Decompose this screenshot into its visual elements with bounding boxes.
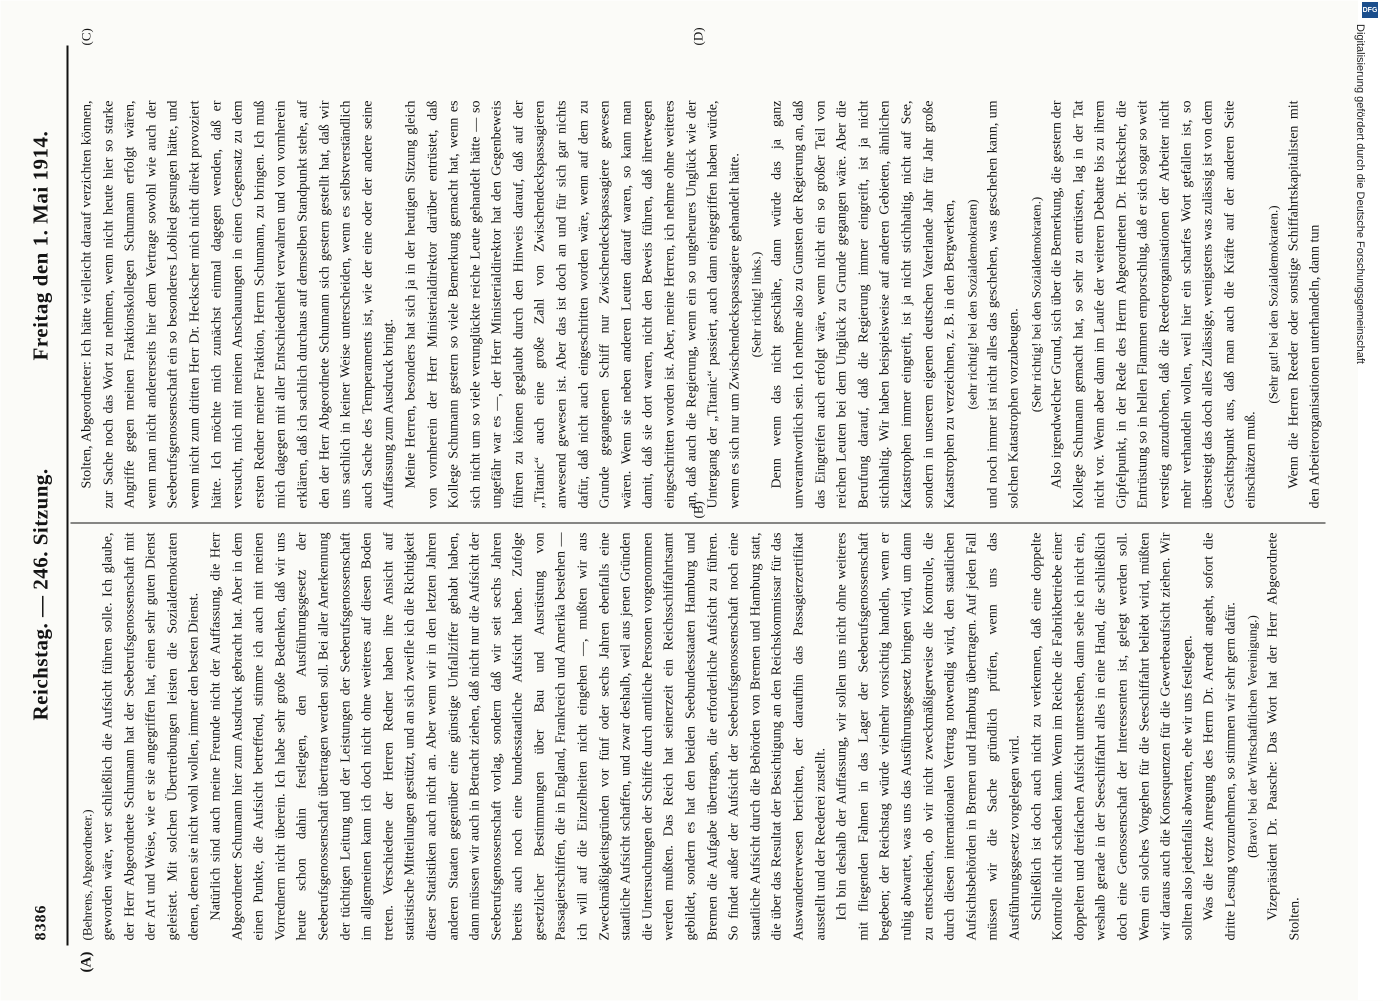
paragraph: Was die letzte Anregung des Herrn Dr. Arendt angeht, sofort die dritte Lesung vorzunehmen, so stimmen wir sehr gern dafür. [1201,532,1238,940]
margin-marker-a: (A) [78,951,94,972]
interjection: (sehr richtig! bei den Sozialdemokraten) [963,198,979,410]
paragraph: Meine Herren, besonders hat sich ja in der heutigen Sitzung gleich von vornherein der Herr Ministerialdirektor darüber entrüstet, daß Kollege Schumann gestern so viele Bemerkung gemacht hat, wenn es sich nicht um so viele verunglückte reiche Leute gehandelt hätte — so ungefähr war es —, der Herr Ministerialdirektor hat den Gegenbeweis führen zu können geglaubt durch den Hinweis darauf, daß auf der „Titanic“ auch eine große Zahl von Zwischendeckspassagieren anwesend gewesen ist. Aber das ist doch an und für sich gar nichts dafür, daß nicht auch eingeschritten worden wäre, wenn auf dem zu Grunde gegangenen Schiff nur Zwischendeckspassagiere gewesen wären. Wenn sie neben anderen Leuten darauf waren, so kann man damit, daß sie dort waren, nicht den Beweis führen, daß ihretwegen eingeschritten worden ist. Aber, meine Herren, ich nehme ohne weiteres an, daß auch die Regierung, wenn ein so ungeheures Unglück wie der Untergang der „Titanic“ passiert, auch dann eingegriffen haben würde, wenn es sich nur um Zwischendeckspassagiere gehandelt hätte. [402,100,742,508]
page-header [18,52,66,940]
left-column [76,532,1306,940]
paragraph: Natürlich sind auch meine Freunde nicht der Auffassung, die Herr Abgeordneter Schumann hier zum Ausdruck gebracht hat. Aber in dem einen Punkte, die Aufsicht betreffend, stimme ich auch mit meinen Vorrednern nicht überein. Ich habe sehr große Bedenken, daß wir uns heute schon dahin festlegen, den Ausführungsgesetz der Seeberufsgenossenschaft übertragen werden soll. Bei aller Anerkennung der tüchtigen Leitung und der Leistungen der Seeberufsgenossenschaft im allgemeinen kann ich doch nicht ohne weiteres auf diesen Boden treten. Verschiedene der Herren Redner haben ihre Ansicht auf statistische Mitteilungen gestützt, und an sich zweifle ich die Richtigkeit dieser Statistiken auch nicht an. Aber wenn wir in den letzten Jahren anderen Staaten gegenüber eine günstige Unfallziffer gehabt haben, dann müssen wir auch in Betracht ziehen, daß nicht nur die Aufsicht der Seeberufsgenossenschaft vorlag, sondern daß wir seit sechs Jahren bereits auch noch eine bundesstaatliche Aufsicht haben. Zufolge gesetzlicher Bestimmungen über Bau und Ausrüstung von Passagierschiffen, die in England, Frankreich und Amerika bestehen — ich will auf die Einzelheiten nicht eingehen —, mußten wir aus Zweckmäßigkeitsgründen vor fünf oder sechs Jahren ebenfalls eine staatliche Aufsicht schaffen, und zwar deshalb, weil aus jenen Gründen die Untersuchungen der Schiffe durch amtliche Personen vorgenommen werden mußten. Das Reich hat seinerzeit ein Reichsschiffahrtsamt gebildet, sondern es hat den beiden Seebundesstaaten Hamburg und Bremen die Aufgabe übertragen, die erforderliche Aufsicht zu führen. So findet außer der Aufsicht der Seeberufsgenossenschaft noch eine staatliche Aufsicht durch die Behörden von Bremen und Hamburg statt, die über das Resultat der Besichtigung an den Reichskommissar für das Auswandererwesen berichten, der daraufhin das Passagierzertifikat ausstellt und der Reederei zustellt. [207,532,828,940]
paragraph: geworden wäre, wer schließlich die Aufsicht führen solle. Ich glaube, der Herr Abgeordnete Schumann hat der Seeberufsgenossenschaft mit der Art und Weise, wie er sie angegriffen hat, einen sehr guten Dienst geleistet. Mit solchen Übertreibungen leisten die Sozialdemokraten denen, denen sie nicht wohl wollen, immer den besten Dienst. [100,532,202,940]
header-rule [66,45,68,945]
interjection: (Sehr richtig! links.) [748,251,764,357]
margin-marker-b: (B) [690,500,705,518]
digitization-credit: Digitalisierung gefördert durch die Deutsche Forschungsgemeinschaft [1354,24,1366,364]
paragraph: Denn wenn das nicht geschähe, dann würde das ja ganz unverantwortlich sein. Ich nehme also zu Gunsten der Regierung an, daß das Eingreifen auch erfolgt wäre, wenn nicht ein so großer Teil von reichen Leuten bei dem Unglück zu Grunde gegangen wäre. Aber die Berufung darauf, daß die Regierung immer eingreift, ist ja nicht stichhaltig. Wir haben beispielsweise auf anderen Gebieten, ähnlichen Katastrophen immer eingreift, ist ja nicht stichhaltig, nicht auf See, sondern in unserem eigenen deutschen Vaterlande Jahr für Jahr große Katastrophen zu verzeichnen, z. B. in den Bergwerken, [769,100,958,508]
interjection: (Sehr gut! bei den Sozialdemokraten.) [1264,204,1280,404]
page-number: 8386 [32,904,49,940]
dfg-logo: DFG [1362,2,1378,18]
column-divider [70,522,1325,523]
header-session-title: Reichstag. — 246. Sitzung. [28,467,52,720]
paragraph: Wenn die Herren Reeder oder sonstige Schiffahrtskapitalisten mit den Arbeiterorganisationen unterhandeln, dann tun [1285,100,1323,508]
paragraph: Ich bin deshalb der Auffassung, wir sollen uns nicht ohne weiteres mit fliegenden Fahnen in das Lager der Seeberufsgenossenschaft begeben; der Reichstag würde vielmehr vorsichtig handeln, wenn er ruhig abwartet, was uns das Ausführungsgesetz bringen wird, um dann zu entscheiden, ob wir nicht zweckmäßigerweise die Kontrolle, die durch diesen internationalen Vertrag notwendig wird, den staatlichen Aufsichtsbehörden in Bremen und Hamburg übertragen. Auf jeden Fall müssen wir die Sache gründlich prüfen, wenn uns das Ausführungsgesetz vorgelegen wird. [834,532,1022,940]
margin-marker-c: (C) [78,27,93,45]
interjection: (Bravo! bei der Wirtschaftlichen Vereinigung.) [1244,614,1260,858]
interjection: (Sehr richtig! bei den Sozialdemokraten.) [1027,196,1043,412]
right-column [76,100,1326,508]
paragraph: Schließlich ist doch auch nicht zu verkennen, daß eine doppelte Kontrolle nicht schaden kann. Wenn im Reiche die Fabrikbetriebe einer doppelten und dreifachen Aufsicht unterstehen, dann sehe ich nicht ein, weshalb gerade in der Seeschiffahrt alles in eine Hand, die schließlich doch eine Genossenschaft der Interessenten ist, gelegt werden soll. Wenn ein solches Vorgehen für die Seeschiffahrt beliebt wird, müßten wir daraus auch die Konsequenzen für die Gewerbeaufsicht ziehen. Wir sollten also jedenfalls abwarten, ehe wir uns festlegen. [1028,532,1195,940]
speaker-context: (Behrens, Abgeordneter.) [79,808,94,940]
margin-marker-d: (D) [690,26,705,45]
header-date: Freitag den 1. Mai 1914. [28,130,52,360]
paragraph: Vizepräsident Dr. Paasche: Das Wort hat der Herr Abgeordnete Stolten. [1265,532,1303,940]
paragraph: Also irgendwelcher Grund, sich über die Bemerkung, die gestern der Kollege Schumann gemacht hat, so sehr zu entrüsten, lag in der Tat nicht vor. Wenn aber dann im Laufe der weiteren Debatte bis zu ihrem Gipfelpunkt, in der Rede des Herrn Abgeordneten Dr. Heckscher, die Entrüstung so in hellen Flammen emporschlug, daß er sich sogar so weit verstieg anzudrohen, daß die Reederorganisationen der Arbeiter nicht mehr verhandeln wollen, weil hier ein scharfes Wort gefallen ist, so übersteigt das doch alles Zulässige, wenigstens was zulässig ist von dem Gesichtspunkt aus, daß man auch die Kräfte auf der anderen Seite einschätzen muß. [1048,100,1259,508]
paragraph: und noch immer ist nicht alles das geschehen, was geschehen kann, um solchen Katastrophen vorzubeugen. [984,100,1022,508]
paragraph: Stolten, Abgeordneter: Ich hätte vielleicht darauf verzichten können, zur Sache noch das Wort zu nehmen, wenn nicht heute hier so starke Angriffe gegen meinen Fraktionskollegen Schumann erfolgt wären, wenn man nicht andererseits hier dem Vertrage sowohl wie auch der Seeberufsgenossenschaft ein so besonderes Loblied gesungen hätte, und wenn nicht zum dritten Herr Dr. Heckscher mich nicht direkt provoziert hätte. Ich möchte mich zunächst einmal dagegen wenden, daß er versucht, mich mit meinen Anschauungen in einen Gegensatz zu dem ersten Redner meiner Fraktion, Herrn Schumann, zu bringen. Ich muß mich dagegen mit aller Entschiedenheit verwahren und von vornherein erklären, daß ich sachlich durchaus auf demselben Standpunkt stehe, auf den der Herr Abgeordnete Schumann sich gestern gestellt hat, daß wir uns sachlich in keiner Weise unterscheiden, wenn es selbstverständlich auch Sache des Temperaments ist, wie der eine oder der andere seine Auffassung zum Ausdruck bringt. [79,100,397,508]
